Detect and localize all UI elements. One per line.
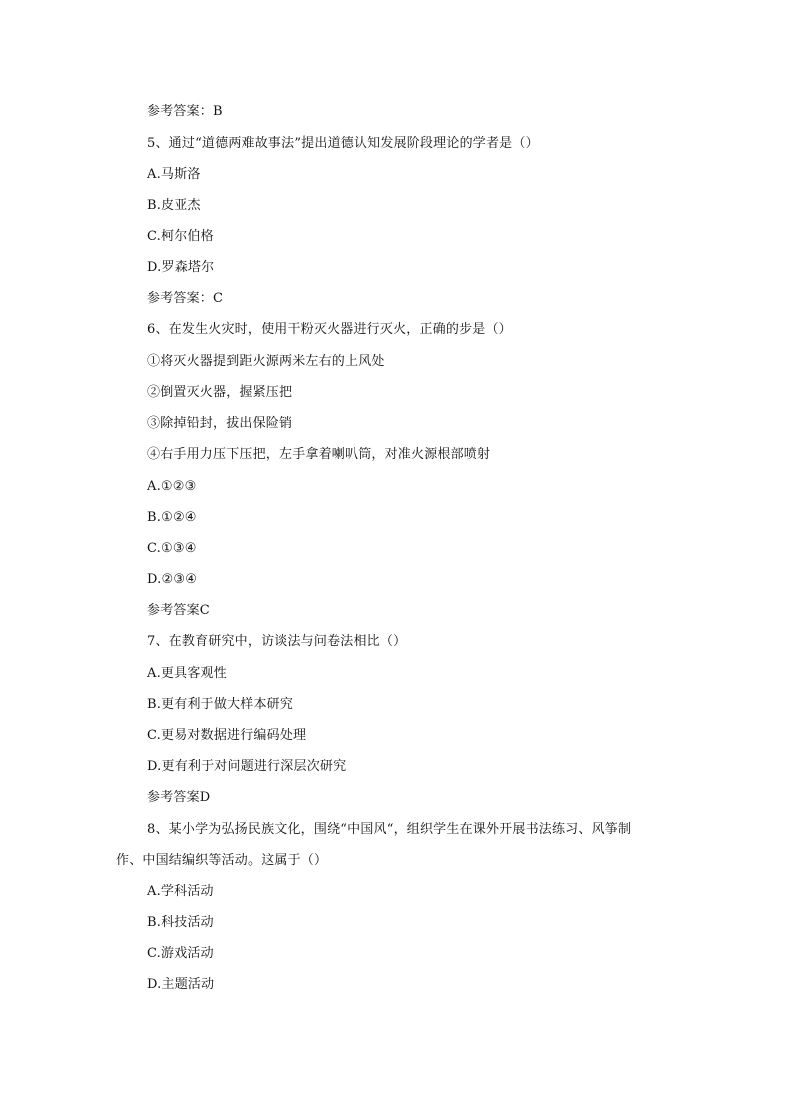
q7-option-b: B.更有利于做大样本研究 xyxy=(147,697,294,712)
q6-option-c: C.①③④ xyxy=(147,541,197,556)
q6-option-d: D.②③④ xyxy=(147,572,198,587)
q6-step-1: ①将灭火器提到距火源两米左右的上风处 xyxy=(147,354,385,369)
q6-option-b: B.①②④ xyxy=(147,510,197,525)
q7-option-d: D.更有利于对问题进行深层次研究 xyxy=(147,759,347,774)
q6-step-3: ③除掉铅封，拔出保险销 xyxy=(147,416,293,431)
q5-option-c: C.柯尔伯格 xyxy=(147,229,214,244)
q6-step-4: ④右手用力压下压把，左手拿着喇叭筒，对准火源根部喷射 xyxy=(147,447,491,462)
q6-answer: 参考答案C xyxy=(147,603,210,618)
q5-option-b: B.皮亚杰 xyxy=(147,198,201,213)
q8-option-d: D.主题活动 xyxy=(147,977,215,992)
q7-stem: 7、在教育研究中，访谈法与问卷法相比（） xyxy=(147,634,407,649)
q5-answer: 参考答案：C xyxy=(147,291,224,306)
q7-option-a: A.更具客观性 xyxy=(147,666,227,681)
q6-option-a: A.①②③ xyxy=(147,479,197,494)
q5-option-a: A.马斯洛 xyxy=(147,167,201,182)
q4-answer: 参考答案：B xyxy=(147,104,223,119)
q8-stem-line-2: 作、中国结编织等活动。这属于（） xyxy=(116,853,328,868)
q8-option-b: B.科技活动 xyxy=(147,915,214,930)
q8-stem-line-1: 8、某小学为弘扬民族文化，围绕“中国风“，组织学生在课外开展书法练习、风筝制 xyxy=(147,822,632,837)
q8-option-a: A.学科活动 xyxy=(147,884,214,899)
q5-option-d: D.罗森塔尔 xyxy=(147,260,215,275)
q8-option-c: C.游戏活动 xyxy=(147,946,214,961)
q6-stem: 6、在发生火灾时，使用干粉灭火器进行灭火，正确的步是（） xyxy=(147,322,512,337)
q6-step-2: ②倒置灭火器，握紧压把 xyxy=(147,385,293,400)
q7-answer: 参考答案D xyxy=(147,790,211,805)
q5-stem: 5、通过“道德两难故事法”提出道德认知发展阶段理论的学者是（） xyxy=(147,136,539,151)
q7-option-c: C.更易对数据进行编码处理 xyxy=(147,728,307,743)
